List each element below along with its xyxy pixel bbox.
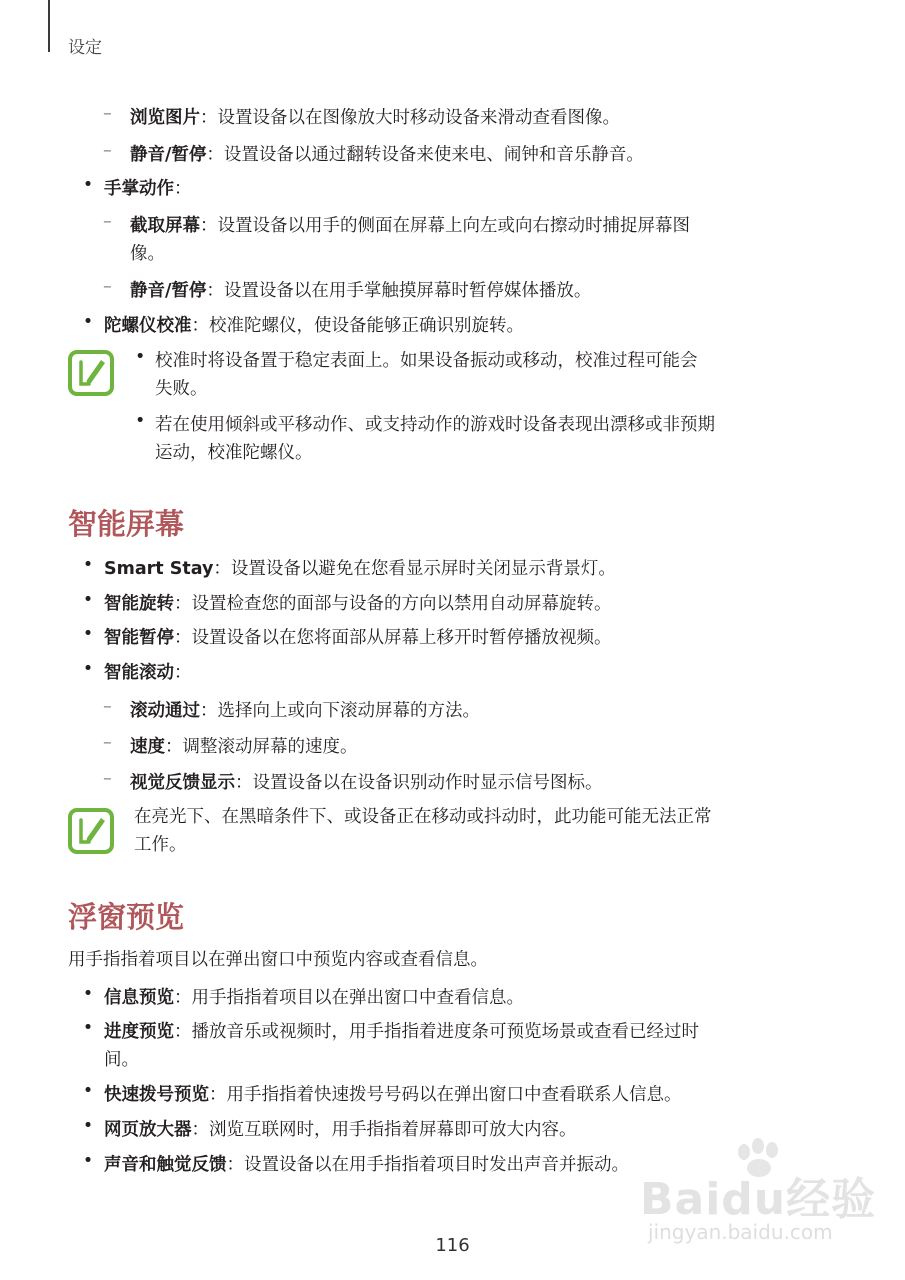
item-desc: ：设置设备以在您将面部从屏幕上移开时暂停播放视频。 (174, 628, 612, 648)
bullet-marker: • (82, 984, 94, 1004)
dash-marker: – (103, 141, 112, 161)
bullet-marker: • (82, 1151, 94, 1171)
list-item-smart-pause (104, 624, 612, 653)
item-desc: ：调整滚动屏幕的速度。 (165, 737, 358, 757)
dash-marker: – (103, 212, 112, 232)
item-label: 网页放大器 (104, 1120, 192, 1140)
item-desc: ：用手指指着快速拨号号码以在弹出窗口中查看联系人信息。 (209, 1085, 682, 1105)
bullet-marker: • (82, 590, 94, 610)
section-title-air-view: 浮窗预览 (68, 900, 185, 934)
list-item-smart-stay (104, 555, 616, 584)
note-text: 校准时将设备置于稳定表面上。如果设备振动或移动，校准过程可能会 (155, 351, 698, 371)
note-text: 若在使用倾斜或平移动作、或支持动作的游戏时设备表现出漂移或非预期 (155, 415, 715, 435)
list-item-speed (130, 733, 358, 762)
note-text: 失败。 (155, 379, 208, 399)
dash-marker: – (103, 733, 112, 753)
list-item-smart-rotate (104, 590, 612, 619)
list-item-gyroscope (104, 312, 524, 341)
item-desc: ： (174, 663, 192, 683)
dash-marker: – (103, 277, 112, 297)
note-text: 在亮光下、在黑暗条件下、或设备正在移动或抖动时，此功能可能无法正常 (134, 807, 712, 827)
item-label: 静音/暂停 (130, 145, 207, 165)
item-label: Smart Stay (104, 559, 214, 579)
margin-rule (48, 0, 50, 52)
item-label: 速度 (130, 737, 165, 757)
list-item-speed-dial-preview (104, 1081, 682, 1110)
item-desc: ：选择向上或向下滚动屏幕的方法。 (200, 701, 480, 721)
note-icon (68, 350, 114, 396)
list-item-scroll-pass (130, 697, 480, 726)
bullet-marker: • (135, 411, 146, 431)
bullet-marker: • (135, 347, 146, 367)
bullet-marker: • (82, 555, 94, 575)
page-header: 设定 (68, 38, 102, 58)
item-label: 智能滚动 (104, 663, 174, 683)
watermark-url: jingyan.baidu.com (648, 1220, 833, 1244)
page-number: 116 (435, 1235, 470, 1256)
list-item-palm-mute (130, 277, 591, 306)
item-desc: ：设置设备以在图像放大时移动设备来滑动查看图像。 (200, 108, 620, 128)
list-item-continuation: 间。 (104, 1050, 139, 1070)
bullet-marker: • (82, 1116, 94, 1136)
note-icon (68, 808, 114, 854)
list-item-info-preview (104, 984, 524, 1013)
item-label: 进度预览 (104, 1022, 174, 1042)
note-text: 工作。 (134, 835, 187, 855)
list-item-palm-motion (104, 175, 192, 204)
item-label: 信息预览 (104, 988, 174, 1008)
bullet-marker: • (82, 1018, 94, 1038)
item-label: 静音/暂停 (130, 281, 207, 301)
bullet-marker: • (82, 1081, 94, 1101)
list-item-sound-haptic (104, 1151, 629, 1180)
item-desc: ：设置检查您的面部与设备的方向以禁用自动屏幕旋转。 (174, 594, 612, 614)
bullet-marker: • (82, 624, 94, 644)
item-label: 陀螺仪校准 (104, 316, 192, 336)
bullet-marker: • (82, 175, 94, 195)
item-label: 声音和触觉反馈 (104, 1155, 227, 1175)
item-label: 智能暂停 (104, 628, 174, 648)
item-desc: ：播放音乐或视频时，用手指指着进度条可预览场景或查看已经过时 (174, 1022, 699, 1042)
item-label: 快速拨号预览 (104, 1085, 209, 1105)
item-label: 截取屏幕 (130, 216, 200, 236)
list-item-continuation: 像。 (130, 244, 165, 264)
item-desc: ：设置设备以在用手掌触摸屏幕时暂停媒体播放。 (206, 281, 592, 301)
item-label: 滚动通过 (130, 701, 200, 721)
item-label: 浏览图片 (130, 108, 200, 128)
item-desc: ： (174, 179, 192, 199)
dash-marker: – (103, 104, 112, 124)
list-item-progress-preview (104, 1018, 699, 1047)
item-desc: ：设置设备以避免在您看显示屏时关闭显示背景灯。 (213, 559, 616, 579)
note-text: 运动，校准陀螺仪。 (155, 443, 313, 463)
item-desc: ：设置设备以在用手指指着项目时发出声音并振动。 (226, 1155, 629, 1175)
list-item-web-magnifier (104, 1116, 577, 1145)
list-item-browse-images (130, 104, 620, 133)
list-item-mute-pause (130, 141, 644, 170)
dash-marker: – (103, 697, 112, 717)
item-desc: ：设置设备以用手的侧面在屏幕上向左或向右擦动时捕捉屏幕图 (200, 216, 690, 236)
item-label: 手掌动作 (104, 179, 174, 199)
list-item-visual-feedback (130, 769, 603, 798)
section-intro: 用手指指着项目以在弹出窗口中预览内容或查看信息。 (68, 950, 488, 970)
watermark-logo: Baidu经验 (640, 1174, 877, 1225)
item-desc: ：浏览互联网时，用手指指着屏幕即可放大内容。 (191, 1120, 577, 1140)
item-desc: ：校准陀螺仪，使设备能够正确识别旋转。 (191, 316, 524, 336)
baidu-watermark (640, 1138, 890, 1250)
bullet-marker: • (82, 312, 94, 332)
item-label: 视觉反馈显示 (130, 773, 235, 793)
item-desc: ：用手指指着项目以在弹出窗口中查看信息。 (174, 988, 524, 1008)
item-desc: ：设置设备以通过翻转设备来使来电、闹钟和音乐静音。 (206, 145, 644, 165)
item-label: 智能旋转 (104, 594, 174, 614)
dash-marker: – (103, 769, 112, 789)
list-item-capture-screen (130, 212, 690, 241)
section-title-smart-screen: 智能屏幕 (68, 507, 185, 541)
list-item-smart-scroll (104, 659, 192, 688)
item-desc: ：设置设备以在设备识别动作时显示信号图标。 (235, 773, 603, 793)
bullet-marker: • (82, 659, 94, 679)
